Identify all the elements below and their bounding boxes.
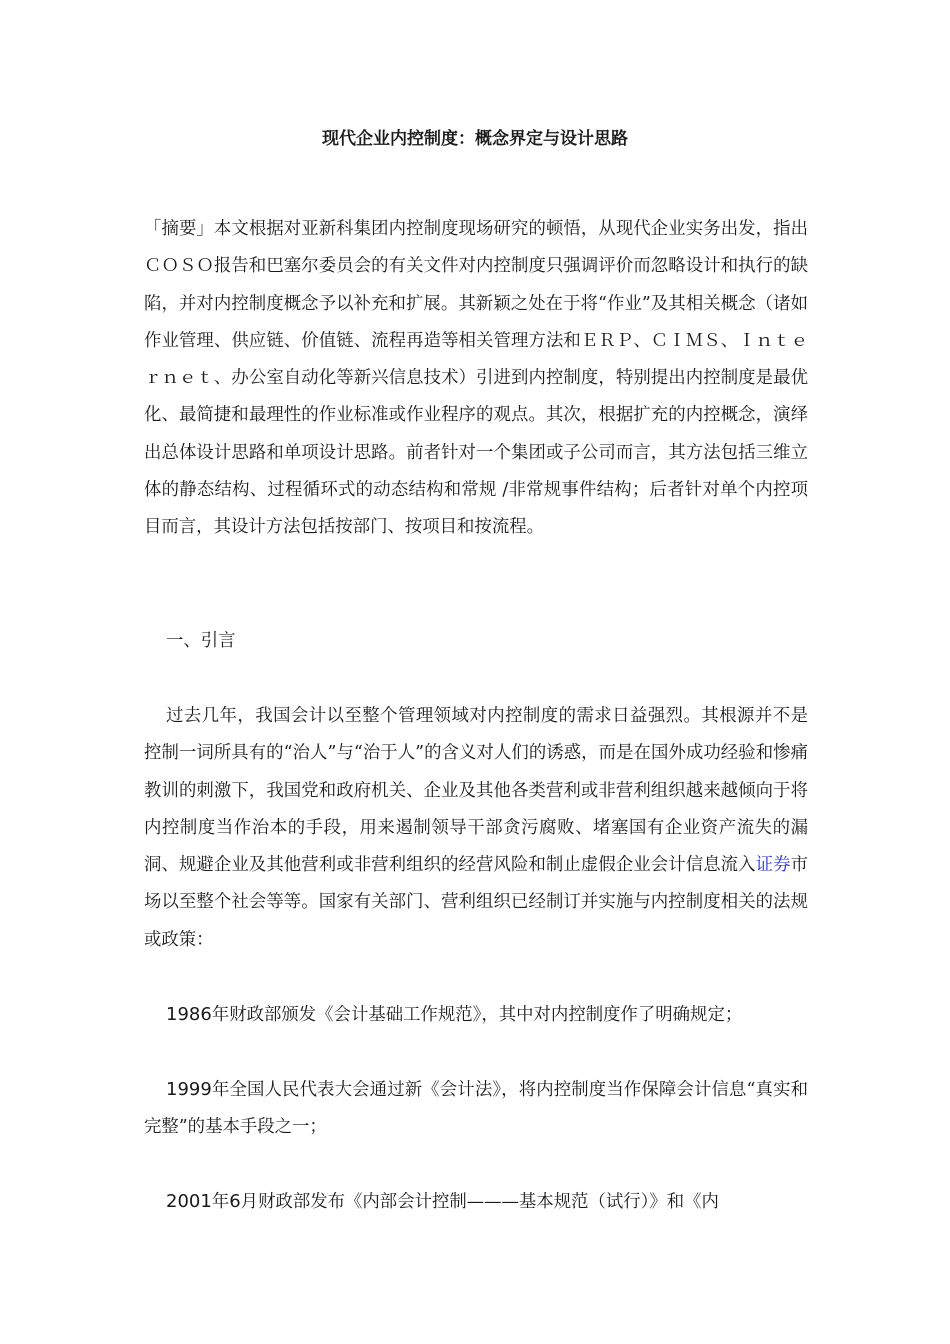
regulation-item-1999 [144,1071,808,1147]
abstract-paragraph: 「摘要」本文根据对亚新科集团内控制度现场研究的顿悟，从现代企业实务出发，指出ＣＯＳＯ报告和巴塞尔委员会的有关文件对内控制度只强调评价而忽略设计和执行的缺陷，并对内控制度概念予以补充和扩展。其新颖之处在于将“作业”及其相关概念（诸如作业管理、供应链、价值链、流程再造等相关管理方法和ＥＲＰ、ＣＩＭＳ、Ｉｎｔｅｒｎｅｔ、办公室自动化等新兴信息技术）引进到内控制度，特别提出内控制度是最优化、最简捷和最理性的作业标准或作业程序的观点。其次，根据扩充的内控概念，演绎出总体设计思路和单项设计思路。前者针对一个集团或子公司而言，其方法包括三维立体的静态结构、过程循环式的动态结构和常规 /非常规事件结构；后者针对单个内控项目而言，其设计方法包括按部门、按项目和按流程。 [144,219,808,538]
regulation-item-2001 [144,1183,808,1221]
item-text: 年全国人民代表大会通过新《会计法》，将内控制度当作保障会计信息“真实和完整”的基本手段之一； [144,1080,808,1138]
item-year: 1986 [166,1004,212,1025]
intro-text-part2: 市场以至整个社会等等。国家有关部门、营利组织已经制订并实施与内控制度相关的法规或政策： [144,855,808,950]
section-heading: 一、引言 [166,631,236,651]
item-month: 6 [229,1191,241,1212]
regulation-item-1986 [144,996,808,1034]
item-text: 月财政部发布《内部会计控制———基本规范（试行）》和《内 [240,1192,719,1212]
item-text: 年财政部颁发《会计基础工作规范》，其中对内控制度作了明确规定； [211,1005,743,1025]
item-year-suffix: 年 [211,1192,230,1212]
intro-text-part1: 过去几年，我国会计以至整个管理领域对内控制度的需求日益强烈。其根源并不是控制一词所具有的“治人”与“治于人”的含义对人们的诱惑，而是在国外成功经验和惨痛教训的刺激下，我国党和政府机关、企业及其他各类营利或非营利组织越来越倾向于将内控制度当作治本的手段，用来遏制领导干部贪污腐败、堵塞国有企业资产流失的漏洞、规避企业及其他营利或非营利组织的经营风险和制止虚假企业会计信息流入 [144,706,808,876]
document-title: 现代企业内控制度：概念界定与设计思路 [322,129,628,149]
securities-link[interactable]: 证券 [755,855,791,876]
item-year: 1999 [166,1079,212,1100]
item-year: 2001 [166,1191,212,1212]
intro-paragraph [144,698,808,959]
